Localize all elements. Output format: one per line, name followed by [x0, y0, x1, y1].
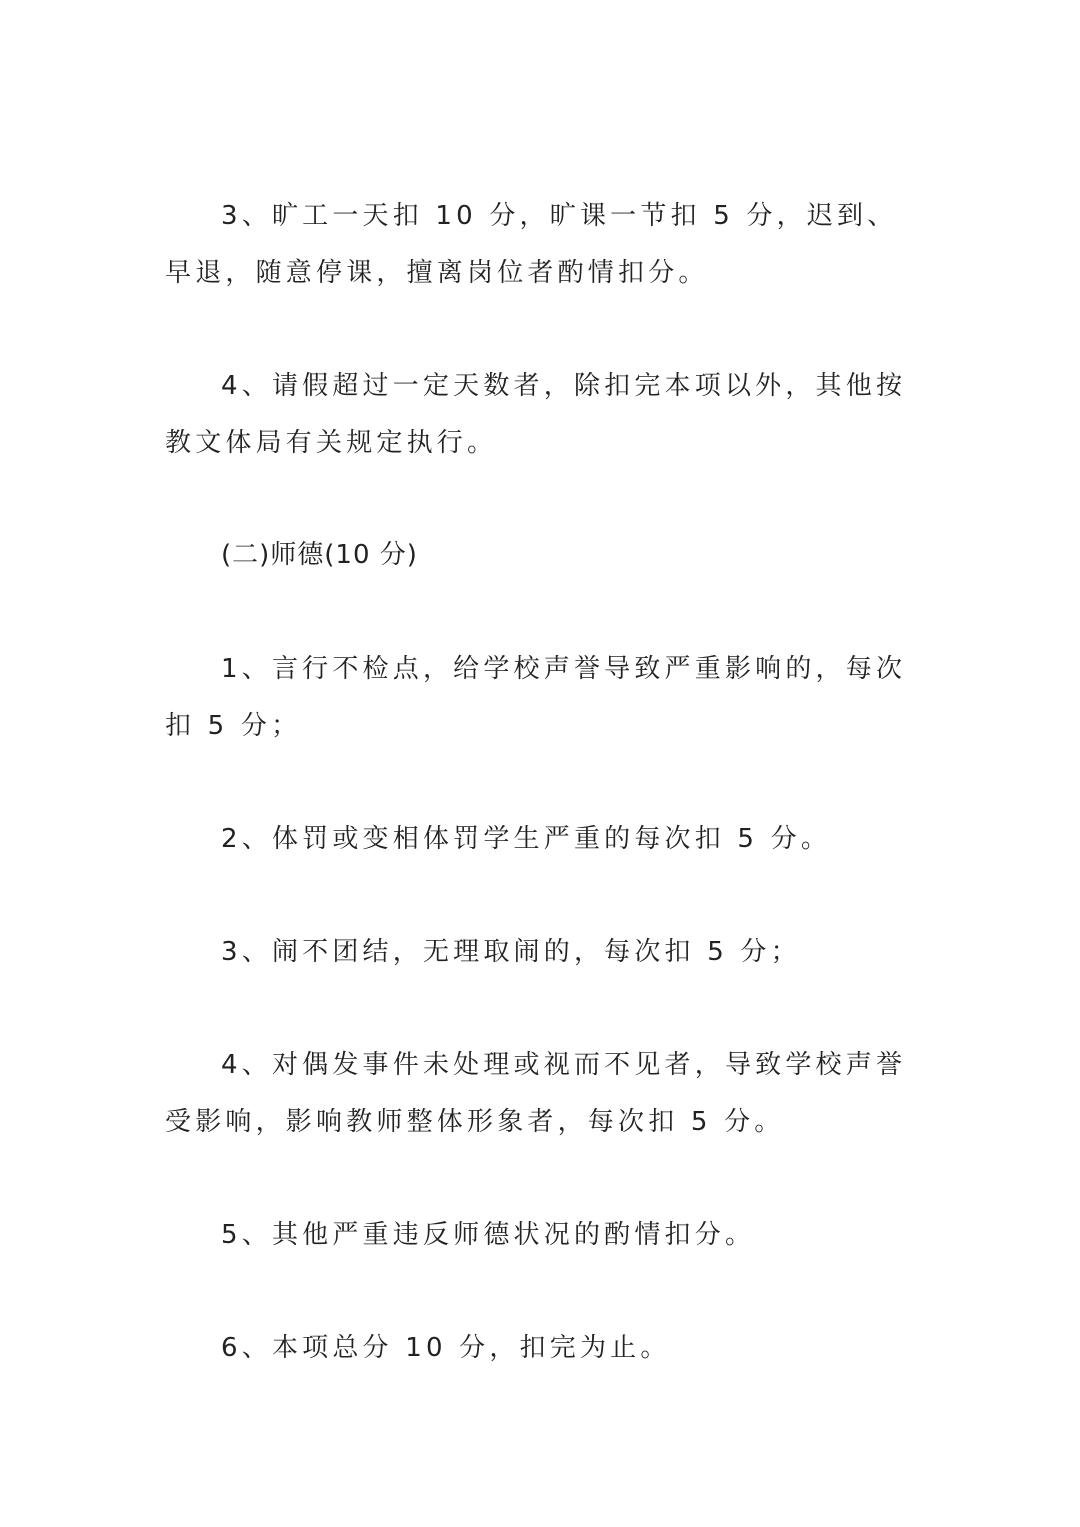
paragraph-ethics-item-5: 5、其他严重违反师德状况的酌情扣分。: [221, 1220, 756, 1250]
paragraph-absence-deduction: 3、旷工一天扣 10 分，旷课一节扣 5 分，迟到、早退，随意停课，擅离岗位者酌情扣分。: [165, 201, 898, 288]
section-heading-teacher-ethics: (二)师德(10 分): [221, 540, 418, 570]
paragraph-ethics-item-6: 6、本项总分 10 分，扣完为止。: [221, 1333, 671, 1363]
paragraph-ethics-item-3: 3、闹不团结，无理取闹的，每次扣 5 分；: [221, 937, 801, 967]
paragraph-leave-rules: 4、请假超过一定天数者，除扣完本项以外，其他按教文体局有关规定执行。: [165, 371, 907, 458]
paragraph-ethics-item-1: 1、言行不检点，给学校声誉导致严重影响的，每次扣 5 分；: [165, 654, 907, 741]
paragraph-ethics-item-2: 2、体罚或变相体罚学生严重的每次扣 5 分。: [221, 824, 832, 854]
paragraph-ethics-item-4: 4、对偶发事件未处理或视而不见者，导致学校声誉受影响，影响教师整体形象者，每次扣 5 分。: [165, 1050, 907, 1137]
